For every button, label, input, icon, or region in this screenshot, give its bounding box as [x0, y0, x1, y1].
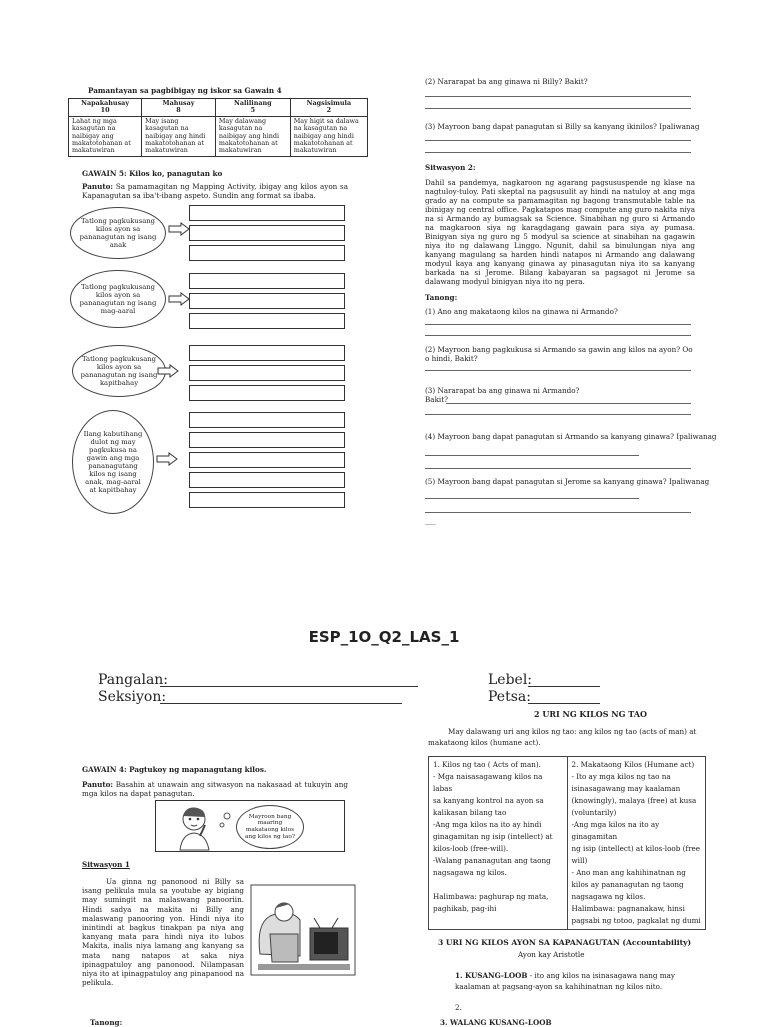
ayon-kay-aristotle: Ayon kay Aristotle — [518, 950, 585, 959]
tanong-label: Tanong: — [425, 293, 458, 302]
item-2: 2. — [455, 1003, 462, 1012]
mapping-oval-kabutihan: Ilang kabutihang dulot ng may pagkukusa na gawin ang mga pananagutang kilos ng isang anak, mag-aaral at kapitbahay — [72, 410, 154, 514]
page-title: ESP_1O_Q2_LAS_1 — [308, 628, 460, 646]
boy-watching-tv-icon — [250, 884, 356, 976]
rubric-header-4: Nagsisimula 2 — [290, 99, 367, 117]
lebel-label: Lebel: — [488, 672, 533, 688]
trailing-underscore: ___ — [425, 516, 436, 525]
illustration-frame — [155, 800, 345, 852]
answer-box[interactable] — [189, 245, 345, 261]
sit2-question-1: (1) Ano ang makataong kilos na ginawa ni Armando? — [425, 307, 618, 316]
sit1-question-3: (3) Mayroon bang dapat panagutan si Billy sa kanyang ikinilos? Ipaliwanag — [425, 122, 700, 131]
thinking-boy-icon — [172, 803, 222, 851]
sitwasyon2-text: Dahil sa pandemya, nagkaroon ng agarang pagsususpende ng klase na nagtuloy-tuloy. Pati skeptal na pagsusulit ay hindi na natuloy at ang mga grado ay na compute sa pamamagitan ng bagong transmutable table na ibinigay ng central office. Pagkatapos mag compute ang guro nakita niya na si Armando ay bumagsak sa Science. Sinabihan ng guro si Armando na magkaroon siya ng karagdagang gawain para siya ay pumasa. Binigyan siya ng guro ng 5 modyul sa science at sinabihan na gagawin niya ito ng dalawang Linggo. Ngunit, dahil sa binulungan niya ang kanyang magulang sa harden hindi natapos ni Armando ang dalawang modyul kaya ang kanyang ginawa ay pinasagutan niya ito sa kanyang barkada na si Jerome. Bilang kabayaran sa pagsagot ni Jerome sa dalawang modyul binigyan niya ito ng pera. — [425, 178, 695, 286]
sit2-question-4: (4) Mayroon bang dapat panagutan si Armando sa kanyang ginawa? Ipaliwanag — [425, 432, 717, 441]
thought-bubble: Mayroon bang maaring makataong kilos ang kilos ng tao? — [236, 805, 304, 849]
answer-box[interactable] — [189, 225, 345, 241]
petsa-label: Petsa: — [488, 689, 531, 705]
answer-box[interactable] — [189, 293, 345, 309]
sitwasyon2-title: Sitwasyon 2: — [425, 163, 476, 172]
gawain5-panuto: Panuto: Sa pamamagitan ng Mapping Activity, ibigay ang kilos ayon sa Kapanagutan sa iba't-ibang aspeto. Sundin ang format sa ibaba. — [82, 182, 348, 200]
right-arrow-icon — [168, 222, 190, 236]
uri-intro: May dalawang uri ang kilos ng tao: ang kilos ng tao (acts of man) at makataong kilos (humane act). — [428, 727, 697, 747]
sit2-question-5: (5) Mayroon bang dapat panagutan si Jerome sa kanyang ginawa? Ipaliwanag — [425, 477, 710, 486]
kilos-ng-tao-cell: 1. Kilos ng tao ( Acts of man). - Mga naisasagawang kilos na labas sa kanyang kontrol na ayon sa kalikasan bilang tao -Ang mga kilos na ito ay hindi ginagamitan ng isip (intellect) at kilos-loob (free-will). -Walang pananagutan ang taong nagsagawa ng kilos. Halimbawa: paghurap ng mata, paghikab, pag-ihi — [429, 757, 568, 930]
gawain4-title: GAWAIN 4: Pagtukoy ng mapanagutang kilos. — [82, 765, 267, 774]
kusang-loob-item: 1. KUSANG-LOOB - ito ang kilos na isinasagawa nang may kaalaman at pagsang-ayon sa kahihinatnan ng kilos nito. — [455, 971, 675, 991]
kapanagutan-title: 3 URI NG KILOS AYON SA KAPANAGUTAN (Accountability) — [438, 938, 692, 947]
makataong-kilos-cell: 2. Makataong Kilos (Humane act) - Ito ay mga kilos ng tao na isinasagawang may kaalaman (knowingly), malaya (free) at kusa (voluntarily) -Ang mga kilos na ito ay ginagamitan ng isip (intellect) at kilos-loob (free will) - Ano man ang kahihinatnan ng kilos ay pananagutan ng taong nagsagawa ng kilos. Halimbawa: pagnanakaw, hinsi pagsabi ng totoo, pagkalat ng dumi — [567, 757, 706, 930]
rubric-cell: May higit sa dalawa na kasagutan na naibigay ang hindi makatotohanan at makatuwiran — [290, 116, 367, 156]
answer-box[interactable] — [189, 385, 345, 401]
answer-box[interactable] — [189, 313, 345, 329]
pangalan-line[interactable] — [160, 686, 418, 687]
sit2-question-2: (2) Mayroon bang pagkukusa si Armando sa gawin ang kilos na ayon? Oo o hindi, Bakit? — [425, 345, 693, 363]
right-arrow-icon — [156, 452, 178, 466]
right-arrow-icon — [157, 364, 179, 378]
rubric-header-1: Napakahusay 10 — [69, 99, 142, 117]
answer-box[interactable] — [189, 365, 345, 381]
rubric-header-2: Mahusay 8 — [142, 99, 216, 117]
lebel-line[interactable] — [528, 686, 600, 687]
answer-box[interactable] — [189, 273, 345, 289]
sit1-question-2: (2) Nararapat ba ang ginawa ni Billy? Bakit? — [425, 77, 588, 86]
rubric-table — [68, 98, 368, 157]
answer-box[interactable] — [189, 472, 345, 488]
kilos-table — [428, 756, 706, 930]
tanong-cut-label: Tanong: — [90, 1018, 123, 1027]
seksiyon-line[interactable] — [160, 703, 402, 704]
mapping-oval-mag-aaral: Tatlong pagkukusang kilos ayon sa pananagutan ng isang mag-aaral — [70, 270, 166, 328]
mapping-oval-kapitbahay: Tatlong pagkukusang kilos ayon sa pananagutan ng isang kapitbahay — [72, 345, 166, 397]
rubric-cell: May isang kasagutan na naibigay ang hindi makatotohanan at makatuwiran — [142, 116, 216, 156]
rubric-cell: Lahat ng mga kasagutan na naibigay ang makatotohanan at makatuwiran — [69, 116, 142, 156]
answer-box[interactable] — [189, 345, 345, 361]
gawain4-panuto: Panuto: Basahin at unawain ang sitwasyon na nakasaad at tukuyin ang mga kilos na dapat panagutan. — [82, 780, 348, 798]
right-arrow-icon — [168, 292, 190, 306]
rubric-cell: May dalawang kasagutan na naibigay ang hindi makatotohanan at makatuwiran — [215, 116, 290, 156]
uri-title: 2 URI NG KILOS NG TAO — [534, 709, 647, 719]
mapping-oval-anak: Tatlong pagkukusang kilos ayon sa pananagutan ng isang anak — [70, 207, 166, 259]
pangalan-label: Pangalan: — [98, 672, 169, 688]
answer-box[interactable] — [189, 412, 345, 428]
petsa-line[interactable] — [528, 703, 600, 704]
sitwasyon1-title: Sitwasyon 1 — [82, 860, 130, 869]
thought-dots-icon — [218, 801, 234, 831]
sit2-question-3-bakit: Bakit? — [425, 395, 448, 404]
sit2-question-3: (3) Nararapat ba ang ginawa ni Armando? — [425, 386, 580, 395]
answer-box[interactable] — [189, 492, 345, 508]
rubric-title: Pamantayan sa pagbibigay ng iskor sa Gawain 4 — [88, 86, 282, 95]
seksiyon-label: Seksiyon: — [98, 689, 167, 705]
sitwasyon1-text: Ua ginna ng panonood ni Billy sa isang pelikula mula sa youtube ay bigiang may sumingit na malaswang panooriin. Hindi sadya na makita ni Billy ang malaswang panooring yon. Hindi niya ito inintindi at bagkus tinakpan pa niya ang kanyang mata para hindi niya ito lubos Makita, inalis niya lamang ang kanyang sa mata nang natapos at saka niya ipinagpatuloy ang panonood. Nilampasan niya ito at ipinagpatuloy ang pinapanood na pelikula. — [82, 877, 244, 988]
answer-box[interactable] — [189, 452, 345, 468]
walang-kusang-loob-cut: 3. WALANG KUSANG-LOOB — [440, 1018, 552, 1027]
answer-box[interactable] — [189, 432, 345, 448]
rubric-header-3: Nalilinang 5 — [215, 99, 290, 117]
answer-box[interactable] — [189, 205, 345, 221]
gawain5-title: GAWAIN 5: Kilos ko, panagutan ko — [82, 169, 223, 178]
